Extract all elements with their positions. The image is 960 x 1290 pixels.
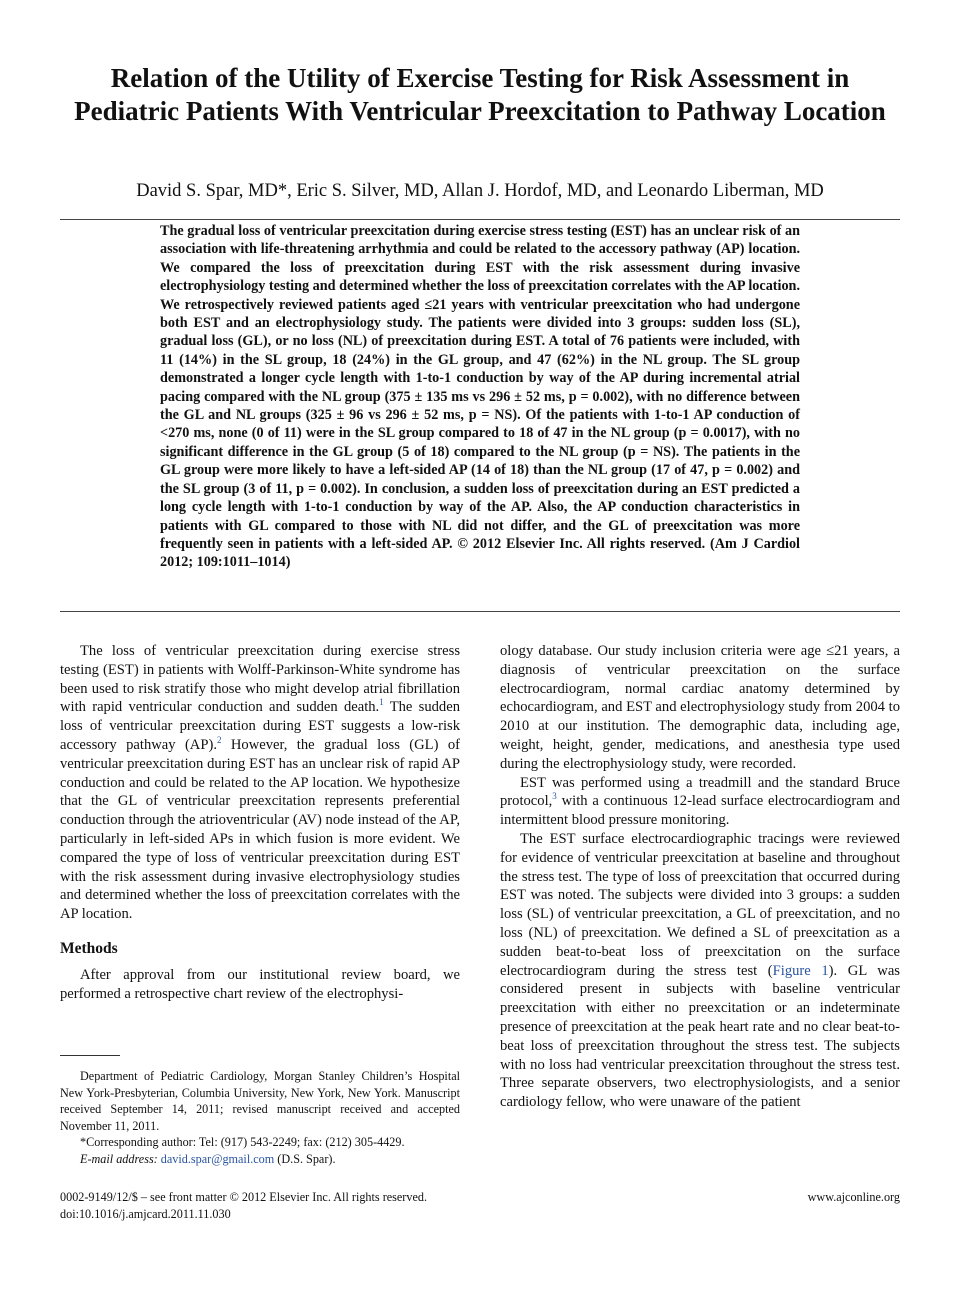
groups-text-a: The EST surface electrocardiographic tracings were reviewed for evidence of ventricular preexcitation at baseline and throughout the stress test. The type of loss of preexcitation that occurred during EST was noted. The subjects were divided into 3 groups: a sudden loss (SL) of ventricular preexcitation, a GL of preexcitation, and no loss (NL) of preexcitation. We defined a SL of preexcitation as a sudden beat-to-beat loss of preexcitation on the surface electrocardiogram during the stress test ( <box>500 830 900 979</box>
abstract: The gradual loss of ventricular preexcitation during exercise stress testing (EST) has an unclear risk of an association with life-threatening arrhythmia and could be related to the accessory pathway (AP) location. We compared the loss of preexcitation during EST with the risk assessment during invasive electrophysiology testing and determined whether the loss of preexcitation correlates with the AP location. We retrospectively reviewed patients aged ≤21 years with ventricular preexcitation who had undergone both EST and an electrophysiology study. The patients were divided into 3 groups: sudden loss (SL), gradual loss (GL), or no loss (NL) of preexcitation during EST. A total of 76 patients were included, with 11 (14%) in the SL group, 18 (24%) in the GL group, and 47 (62%) in the NL group. The SL group demonstrated a longer cycle length with 1-to-1 conduction by way of the AP during incremental atrial pacing compared with the NL group (375 ± 135 ms vs 296 ± 52 ms, p = 0.002), with no difference between the GL and NL groups (325 ± 96 vs 296 ± 52 ms, p = NS). Of the patients with 1-to-1 AP conduction of <270 ms, none (0 of 11) were in the SL group compared to 18 of 47 in the NL group (p = 0.0017), with no significant difference in the GL group (5 of 18) compared to the NL group (p = NS). The patients in the GL group were more likely to have a left-sided AP (14 of 18) than the NL group (17 of 47, p = 0.002) and the SL group (3 of 11, p = 0.002). In conclusion, a sudden loss of preexcitation during an EST predicted a long cycle length with 1-to-1 conduction by way of the AP. Also, the AP conduction characteristics in patients with GL compared to those with NL did not differ, and the GL of preexcitation was more frequently seen in patients with a left-sided AP. © 2012 Elsevier Inc. All rights reserved. (Am J Cardiol 2012; 109:1011–1014) <box>160 223 800 571</box>
issn-line: 0002-9149/12/$ – see front matter © 2012 Elsevier Inc. All rights reserved. <box>60 1190 428 1204</box>
methods-heading: Methods <box>60 939 118 957</box>
corresponding-footnote: *Corresponding author: Tel: (917) 543-2249; fax: (212) 305-4429. <box>80 1135 405 1150</box>
right-column <box>500 642 900 1112</box>
journal-website[interactable]: www.ajconline.org <box>807 1190 900 1204</box>
email-suffix: (D.S. Spar). <box>274 1151 336 1166</box>
intro-text-a: The loss of ventricular preexcitation during exercise stress testing (EST) in patients with Wolff-Parkinson-White syndrome has been used to risk stratify those who might develop atrial fibrillation with rapid ventricular conduction and sudden death. <box>60 643 460 716</box>
left-column <box>60 642 460 1003</box>
author-list: David S. Spar, MD*, Eric S. Silver, MD, Allan J. Hordof, MD, and Leonardo Liberman, MD <box>136 181 824 201</box>
reference-1-link[interactable]: 1 <box>379 697 384 708</box>
abstract-top-rule <box>60 219 900 220</box>
reference-3-link[interactable]: 3 <box>552 791 557 802</box>
reference-2-link[interactable]: 2 <box>216 735 222 746</box>
est-text-a: EST was performed using a treadmill and the standard Bruce protocol, <box>500 774 900 810</box>
inclusion-paragraph: ology database. Our study inclusion criteria were age ≤21 years, a diagnosis of ventricular preexcitation on the surface electrocardiogram, normal cardiac anatomy determined by echocardiogram, and EST and electrophysiology study from 2004 to 2010 at our institution. The demographic data, including age, weight, height, gender, medications, and anesthesia type used during the electrophysiology study, were recorded. <box>500 643 900 772</box>
figure-1-link[interactable]: Figure 1 <box>772 962 829 979</box>
email-footnote <box>60 1151 460 1168</box>
groups-paragraph <box>500 830 900 1112</box>
abstract-bottom-rule <box>60 611 900 612</box>
article-title: Relation of the Utility of Exercise Testing for Risk Assessment in Pediatric Patients With Ventricular Preexcitation to Pathway Location <box>74 63 886 126</box>
intro-paragraph <box>60 642 460 924</box>
footnotes <box>60 1068 460 1168</box>
footnote-rule <box>60 1055 120 1056</box>
affiliation-footnote: Department of Pediatric Cardiology, Morgan Stanley Children’s Hospital New York-Presbyterian, Columbia University, New York, New York. Manuscript received September 14, 2011; revised manuscript received and accepted November 11, 2011. <box>60 1069 460 1133</box>
intro-text-c: However, the gradual loss (GL) of ventricular preexcitation during EST has an unclear risk of rapid AP conduction and could be related to the AP location. We hypothesize that the GL of ventricular preexcitation represents preferential conduction through the atrioventricular (AV) node instead of the AP, particularly in left-sided APs in which fusion is more evident. We compared the type of loss of ventricular preexcitation during EST with the risk assessment during invasive electrophysiology studies and determined whether the loss of preexcitation correlates with the AP location. <box>60 736 460 923</box>
groups-text-b: ). GL was considered present in subjects with baseline ventricular preexcitation with either no preexcitation or an indeterminate presence of preexcitation at the peak heart rate and no clear beat-to-beat loss of preexcitation throughout the stress test. The subjects with no loss had ventricular preexcitation throughout the stress test. Three separate observers, two electrophysiologists, and a senior cardiology fellow, who were unaware of the patient <box>500 962 900 1111</box>
est-paragraph <box>500 774 900 830</box>
email-label: E-mail address: <box>80 1151 158 1166</box>
intro-text-b: The sudden loss of ventricular preexcitation during EST suggests a low-risk accessory pathway (AP). <box>60 699 460 753</box>
email-link[interactable]: david.spar@gmail.com <box>160 1151 275 1166</box>
doi-line[interactable]: doi:10.1016/j.amjcard.2011.11.030 <box>60 1206 231 1221</box>
est-text-b: with a continuous 12-lead surface electrocardiogram and intermittent blood pressure monitoring. <box>500 793 900 829</box>
methods-paragraph: After approval from our institutional review board, we performed a retrospective chart review of the electrophysi- <box>60 966 460 1002</box>
publication-info <box>60 1189 427 1222</box>
